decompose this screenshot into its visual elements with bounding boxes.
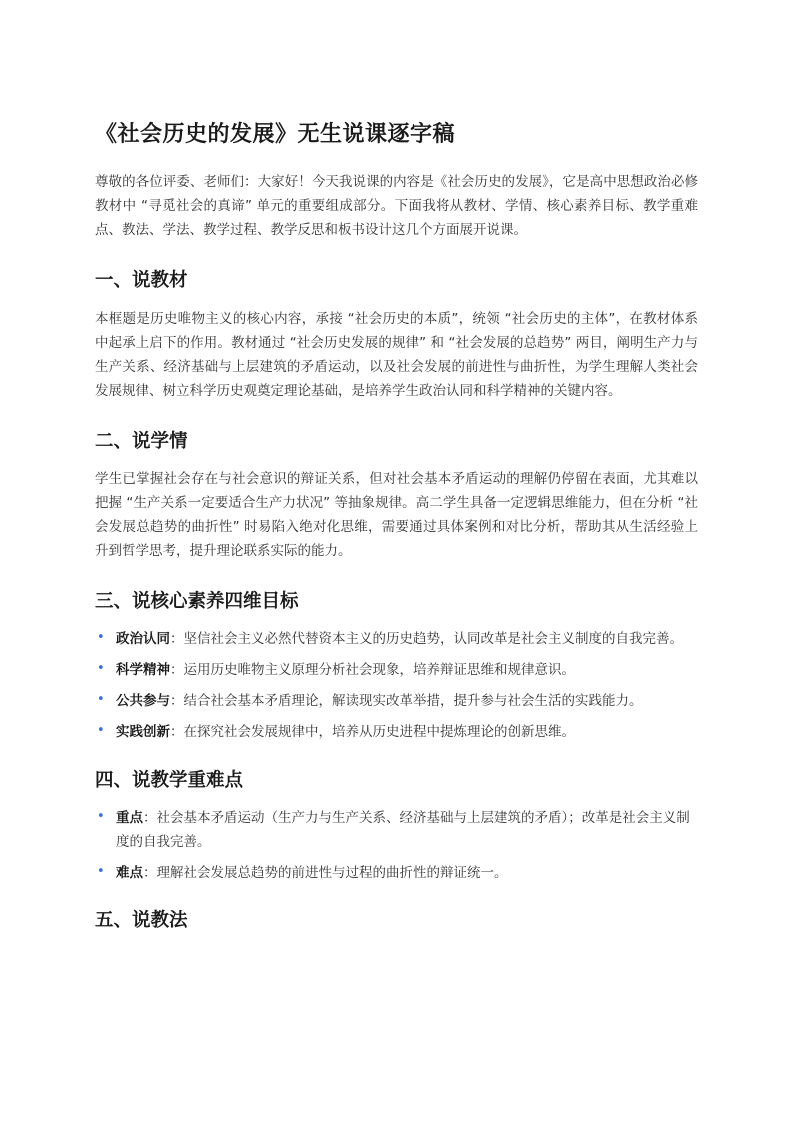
section-body-students: 学生已掌握社会存在与社会意识的辩证关系，但对社会基本矛盾运动的理解仍停留在表面，尤其难以把握 “生产关系一定要适合生产力状况” 等抽象规律。高二学生具备一定逻辑思维能力，但在分析 “社会发展总趋势的曲折性” 时易陷入绝对化思维，需要通过具体案例和对比分析，帮助其从生活经验上升到哲学思考，提升理论联系实际的能力。 bbox=[95, 471, 698, 559]
list-item-term: 实践创新 bbox=[116, 724, 170, 740]
section-heading-objectives: 三、说核心素养四维目标 bbox=[95, 591, 299, 612]
section-body-textbook: 本框题是历史唯物主义的核心内容，承接 “社会历史的本质”，统领 “社会历史的主体”，在教材体系中起承上启下的作用。教材通过 “社会历史发展的规律” 和 “社会发展的总趋势” 两目，阐明生产力与生产关系、经济基础与上层建筑的矛盾运动，以及社会发展的前进性与曲折性，为学生理解人类社会发展规律、树立科学历史观奠定理论基础，是培养学生政治认同和科学精神的关键内容。 bbox=[95, 311, 698, 399]
bullet-icon: • bbox=[97, 864, 105, 879]
list-item-separator: ： bbox=[170, 693, 184, 709]
list-item-term: 难点 bbox=[116, 865, 143, 881]
list-item bbox=[95, 627, 698, 651]
list-item bbox=[95, 689, 698, 713]
list-item-term: 公共参与 bbox=[116, 693, 170, 709]
list-item-separator: ： bbox=[170, 662, 184, 678]
bullet-icon: • bbox=[97, 809, 105, 824]
bullet-icon: • bbox=[97, 630, 105, 645]
list-item bbox=[95, 658, 698, 682]
bullet-icon: • bbox=[97, 661, 105, 676]
list-item-text: 运用历史唯物主义原理分析社会现象，培养辩证思维和规律意识。 bbox=[183, 662, 575, 678]
list-item-text: 结合社会基本矛盾理论，解读现实改革举措，提升参与社会生活的实践能力。 bbox=[183, 693, 643, 709]
list-item-text: 社会基本矛盾运动（生产力与生产关系、经济基础与上层建筑的矛盾）；改革是社会主义制度的自我完善。 bbox=[116, 810, 690, 850]
section-heading-textbook: 一、说教材 bbox=[95, 270, 188, 291]
list-item-separator: ： bbox=[143, 810, 157, 826]
list-item-separator: ： bbox=[143, 865, 157, 881]
key-points-list bbox=[95, 806, 698, 885]
list-item-separator: ： bbox=[170, 631, 184, 647]
bullet-icon: • bbox=[97, 723, 105, 738]
list-item-text: 在探究社会发展规律中，培养从历史进程中提炼理论的创新思维。 bbox=[183, 724, 575, 740]
list-item bbox=[95, 806, 698, 854]
section-heading-students: 二、说学情 bbox=[95, 431, 188, 452]
section-heading-key-points: 四、说教学重难点 bbox=[95, 770, 244, 791]
list-item-separator: ： bbox=[170, 724, 184, 740]
document-title: 《社会历史的发展》无生说课逐字稿 bbox=[95, 122, 456, 147]
list-item bbox=[95, 861, 698, 885]
list-item-text: 坚信社会主义必然代替资本主义的历史趋势，认同改革是社会主义制度的自我完善。 bbox=[183, 631, 683, 647]
list-item-text: 理解社会发展总趋势的前进性与过程的曲折性的辩证统一。 bbox=[156, 865, 508, 881]
bullet-icon: • bbox=[97, 692, 105, 707]
list-item-term: 政治认同 bbox=[116, 631, 170, 647]
list-item bbox=[95, 720, 698, 744]
section-heading-methods: 五、说教法 bbox=[95, 910, 188, 931]
list-item-term: 重点 bbox=[116, 810, 143, 826]
list-item-term: 科学精神 bbox=[116, 662, 170, 678]
intro-paragraph: 尊敬的各位评委、老师们：大家好！今天我说课的内容是《社会历史的发展》，它是高中思想政治必修教材中 “寻觅社会的真谛” 单元的重要组成部分。下面我将从教材、学情、核心素养目标、教学重难点、教法、学法、教学过程、教学反思和板书设计这几个方面展开说课。 bbox=[95, 174, 698, 238]
objectives-list bbox=[95, 627, 698, 744]
